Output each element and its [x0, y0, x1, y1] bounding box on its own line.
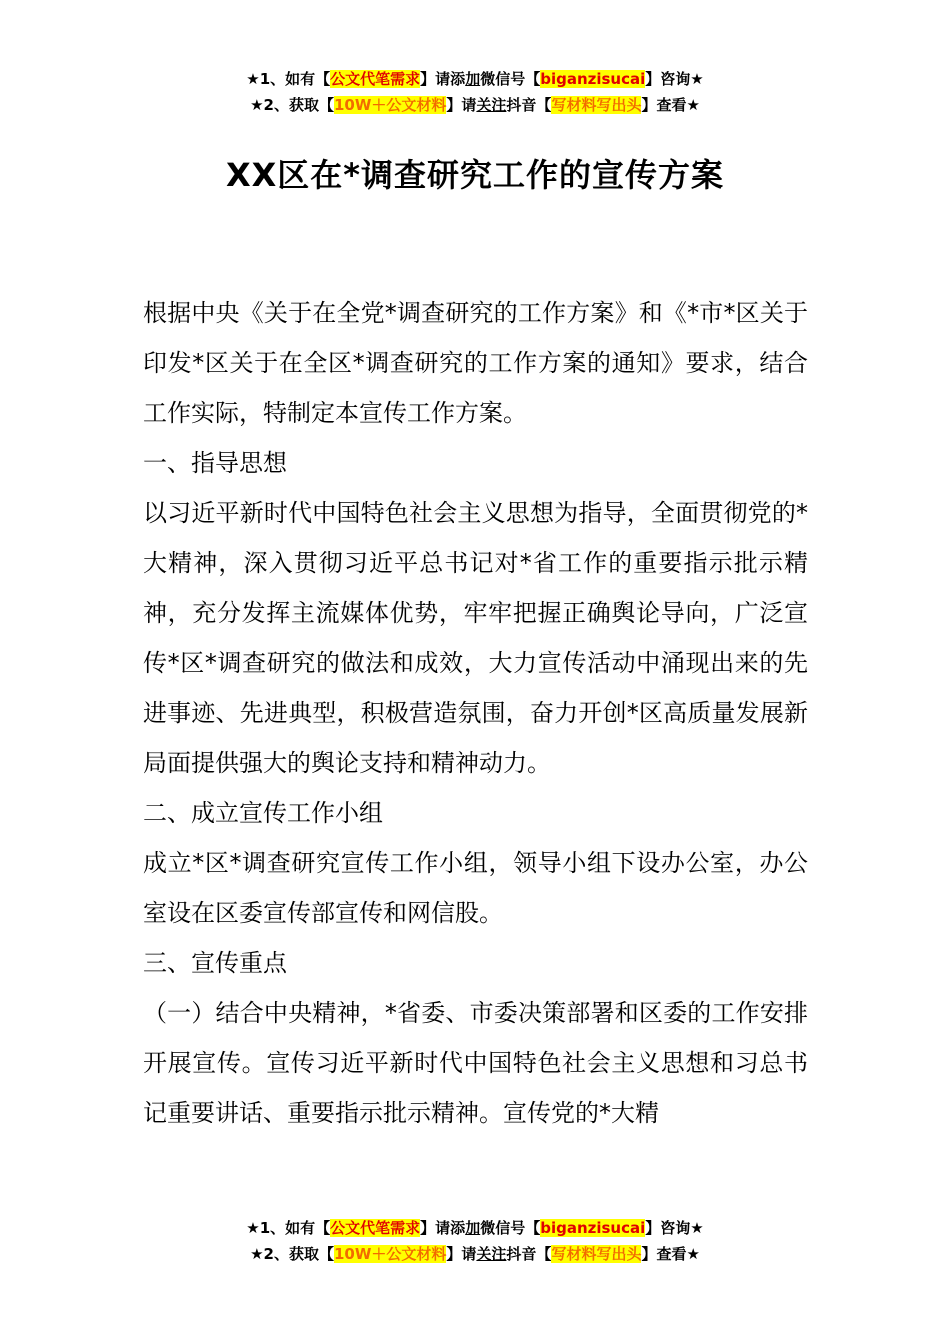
banner-highlight: 10W＋公文材料 — [333, 1245, 447, 1263]
document-body — [143, 288, 808, 1138]
paragraph-working-group: 成立*区*调查研究宣传工作小组，领导小组下设办公室，办公室设在区委宣传部宣传和网信股。 — [143, 849, 808, 927]
banner-text: 】咨询★ — [645, 1219, 704, 1237]
banner-text: 】请添 — [420, 70, 466, 88]
paragraph-guiding-thought: 以习近平新时代中国特色社会主义思想为指导，全面贯彻党的*大精神，深入贯彻习近平总书记对*省工作的重要指示批示精神，充分发挥主流媒体优势，牢牢把握正确舆论导向，广泛宣传*区*调查研究的做法和成效，大力宣传活动中涌现出来的先进事迹、先进典型，积极营造氛围，奋力开创*区高质量发展新局面提供强大的舆论支持和精神动力。 — [143, 499, 808, 777]
banner-highlight: 公文代笔需求 — [330, 1219, 421, 1237]
document-title: XX区在*调查研究工作的宣传方案 — [225, 156, 725, 194]
paragraph-focus-1: （一）结合中央精神，*省委、市委决策部署和区委的工作安排开展宣传。宣传习近平新时代中国特色社会主义思想和习总书记重要讲话、重要指示批示精神。宣传党的*大精 — [143, 999, 808, 1127]
banner-emphasis: 加 — [465, 1219, 481, 1237]
banner-text: 微信号【 — [480, 70, 541, 88]
section-heading-1: 一、指导思想 — [143, 449, 287, 477]
banner-text: 微信号【 — [480, 1219, 541, 1237]
banner-text: ★2、获取【 — [250, 96, 334, 114]
top-banner — [0, 66, 950, 118]
paragraph-intro: 根据中央《关于在全党*调查研究的工作方案》和《*市*区关于印发*区关于在全区*调查研究的工作方案的通知》要求，结合工作实际，特制定本宣传工作方案。 — [143, 299, 808, 427]
banner-highlight: biganzisucai — [540, 1219, 646, 1237]
banner-line-2 — [0, 92, 950, 118]
banner-text: 抖音【 — [506, 1245, 552, 1263]
section-heading-2: 二、成立宣传工作小组 — [143, 799, 383, 827]
banner-text: ★2、获取【 — [250, 1245, 334, 1263]
banner-text: 】请 — [446, 1245, 477, 1263]
banner-emphasis: 加 — [465, 70, 481, 88]
banner-line-1 — [0, 1215, 950, 1241]
banner-text: 】查看★ — [641, 96, 700, 114]
banner-emphasis: 关注 — [476, 1245, 507, 1263]
banner-line-1 — [0, 66, 950, 92]
section-heading-3: 三、宣传重点 — [143, 949, 287, 977]
banner-highlight: 10W＋公文材料 — [333, 96, 447, 114]
bottom-banner — [0, 1215, 950, 1267]
banner-highlight: 写材料写出头 — [551, 96, 642, 114]
banner-highlight: 写材料写出头 — [551, 1245, 642, 1263]
banner-text: 抖音【 — [506, 96, 552, 114]
banner-text: 】请添 — [420, 1219, 466, 1237]
banner-emphasis: 关注 — [476, 96, 507, 114]
banner-text: ★1、如有【 — [246, 1219, 331, 1237]
banner-highlight: biganzisucai — [540, 70, 646, 88]
banner-highlight: 公文代笔需求 — [330, 70, 421, 88]
banner-text: 】咨询★ — [645, 70, 704, 88]
banner-text: 】请 — [446, 96, 477, 114]
banner-line-2 — [0, 1241, 950, 1267]
banner-text: 】查看★ — [641, 1245, 700, 1263]
banner-text: ★1、如有【 — [246, 70, 331, 88]
